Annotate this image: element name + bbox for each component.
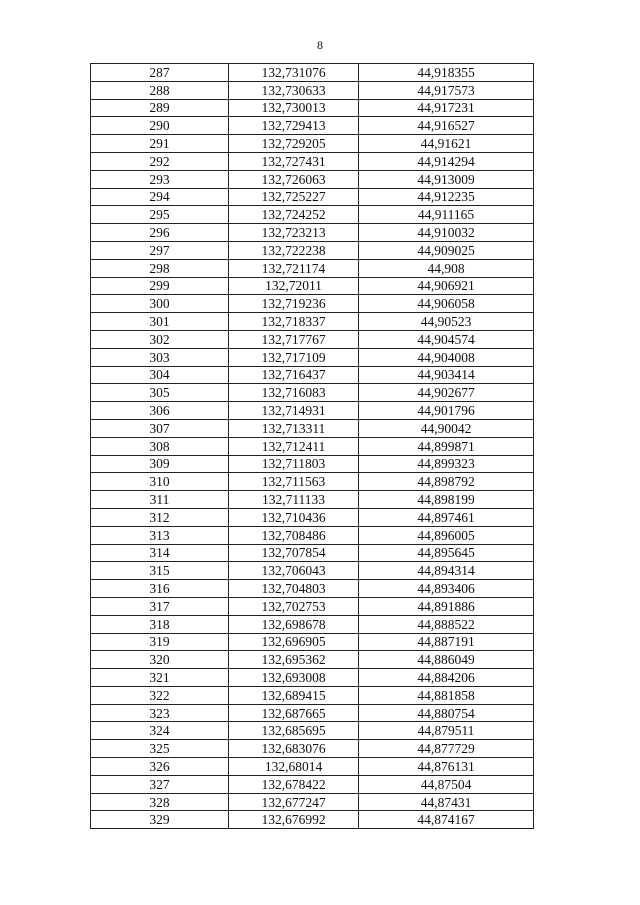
point-number-cell: 317 [91, 597, 229, 615]
point-number-cell: 289 [91, 99, 229, 117]
y-coordinate-cell: 44,90523 [359, 313, 534, 331]
point-number-cell: 308 [91, 437, 229, 455]
x-coordinate-cell: 132,716437 [229, 366, 359, 384]
x-coordinate-cell: 132,729413 [229, 117, 359, 135]
point-number-cell: 316 [91, 580, 229, 598]
x-coordinate-cell: 132,711563 [229, 473, 359, 491]
x-coordinate-cell: 132,704803 [229, 580, 359, 598]
table-row [91, 170, 534, 188]
x-coordinate-cell: 132,68014 [229, 758, 359, 776]
y-coordinate-cell: 44,888522 [359, 615, 534, 633]
point-number-cell: 310 [91, 473, 229, 491]
point-number-cell: 306 [91, 402, 229, 420]
x-coordinate-cell: 132,712411 [229, 437, 359, 455]
point-number-cell: 327 [91, 775, 229, 793]
x-coordinate-cell: 132,695362 [229, 651, 359, 669]
x-coordinate-cell: 132,721174 [229, 259, 359, 277]
y-coordinate-cell: 44,902677 [359, 384, 534, 402]
y-coordinate-cell: 44,893406 [359, 580, 534, 598]
x-coordinate-cell: 132,719236 [229, 295, 359, 313]
point-number-cell: 296 [91, 224, 229, 242]
y-coordinate-cell: 44,912235 [359, 188, 534, 206]
y-coordinate-cell: 44,903414 [359, 366, 534, 384]
y-coordinate-cell: 44,910032 [359, 224, 534, 242]
point-number-cell: 311 [91, 491, 229, 509]
x-coordinate-cell: 132,711803 [229, 455, 359, 473]
point-number-cell: 290 [91, 117, 229, 135]
y-coordinate-cell: 44,913009 [359, 170, 534, 188]
x-coordinate-cell: 132,726063 [229, 170, 359, 188]
x-coordinate-cell: 132,707854 [229, 544, 359, 562]
y-coordinate-cell: 44,880754 [359, 704, 534, 722]
y-coordinate-cell: 44,884206 [359, 669, 534, 687]
table-row [91, 152, 534, 170]
point-number-cell: 323 [91, 704, 229, 722]
y-coordinate-cell: 44,901796 [359, 402, 534, 420]
point-number-cell: 292 [91, 152, 229, 170]
point-number-cell: 314 [91, 544, 229, 562]
y-coordinate-cell: 44,916527 [359, 117, 534, 135]
table-row [91, 651, 534, 669]
point-number-cell: 326 [91, 758, 229, 776]
table-row [91, 793, 534, 811]
point-number-cell: 328 [91, 793, 229, 811]
table-row [91, 473, 534, 491]
y-coordinate-cell: 44,899871 [359, 437, 534, 455]
x-coordinate-cell: 132,693008 [229, 669, 359, 687]
x-coordinate-cell: 132,729205 [229, 135, 359, 153]
point-number-cell: 298 [91, 259, 229, 277]
x-coordinate-cell: 132,677247 [229, 793, 359, 811]
x-coordinate-cell: 132,678422 [229, 775, 359, 793]
table-row [91, 224, 534, 242]
table-row [91, 384, 534, 402]
table-row [91, 313, 534, 331]
table-row [91, 330, 534, 348]
table-row [91, 704, 534, 722]
y-coordinate-cell: 44,908 [359, 259, 534, 277]
table-row [91, 277, 534, 295]
point-number-cell: 305 [91, 384, 229, 402]
point-number-cell: 294 [91, 188, 229, 206]
x-coordinate-cell: 132,730633 [229, 81, 359, 99]
table-row [91, 81, 534, 99]
x-coordinate-cell: 132,696905 [229, 633, 359, 651]
y-coordinate-cell: 44,879511 [359, 722, 534, 740]
point-number-cell: 320 [91, 651, 229, 669]
point-number-cell: 293 [91, 170, 229, 188]
page-number: 8 [317, 38, 323, 52]
y-coordinate-cell: 44,899323 [359, 455, 534, 473]
y-coordinate-cell: 44,906921 [359, 277, 534, 295]
point-number-cell: 319 [91, 633, 229, 651]
table-row [91, 64, 534, 82]
point-number-cell: 300 [91, 295, 229, 313]
x-coordinate-cell: 132,698678 [229, 615, 359, 633]
y-coordinate-cell: 44,904574 [359, 330, 534, 348]
y-coordinate-cell: 44,909025 [359, 241, 534, 259]
x-coordinate-cell: 132,727431 [229, 152, 359, 170]
point-number-cell: 302 [91, 330, 229, 348]
point-number-cell: 287 [91, 64, 229, 82]
x-coordinate-cell: 132,717109 [229, 348, 359, 366]
table-row [91, 206, 534, 224]
y-coordinate-cell: 44,911165 [359, 206, 534, 224]
table-row [91, 722, 534, 740]
table-row [91, 740, 534, 758]
table-row [91, 117, 534, 135]
x-coordinate-cell: 132,723213 [229, 224, 359, 242]
y-coordinate-cell: 44,896005 [359, 526, 534, 544]
y-coordinate-cell: 44,918355 [359, 64, 534, 82]
point-number-cell: 322 [91, 686, 229, 704]
table-row [91, 597, 534, 615]
y-coordinate-cell: 44,906058 [359, 295, 534, 313]
table-row [91, 633, 534, 651]
point-number-cell: 304 [91, 366, 229, 384]
y-coordinate-cell: 44,895645 [359, 544, 534, 562]
x-coordinate-cell: 132,731076 [229, 64, 359, 82]
point-number-cell: 324 [91, 722, 229, 740]
y-coordinate-cell: 44,877729 [359, 740, 534, 758]
y-coordinate-cell: 44,914294 [359, 152, 534, 170]
x-coordinate-cell: 132,718337 [229, 313, 359, 331]
table-row [91, 366, 534, 384]
point-number-cell: 318 [91, 615, 229, 633]
table-row [91, 241, 534, 259]
y-coordinate-cell: 44,90042 [359, 419, 534, 437]
table-row [91, 437, 534, 455]
y-coordinate-cell: 44,898792 [359, 473, 534, 491]
x-coordinate-cell: 132,706043 [229, 562, 359, 580]
x-coordinate-cell: 132,689415 [229, 686, 359, 704]
x-coordinate-cell: 132,713311 [229, 419, 359, 437]
point-number-cell: 301 [91, 313, 229, 331]
x-coordinate-cell: 132,687665 [229, 704, 359, 722]
table-row [91, 669, 534, 687]
x-coordinate-cell: 132,676992 [229, 811, 359, 829]
table-row [91, 295, 534, 313]
y-coordinate-cell: 44,904008 [359, 348, 534, 366]
point-number-cell: 288 [91, 81, 229, 99]
x-coordinate-cell: 132,722238 [229, 241, 359, 259]
point-number-cell: 325 [91, 740, 229, 758]
point-number-cell: 297 [91, 241, 229, 259]
x-coordinate-cell: 132,702753 [229, 597, 359, 615]
y-coordinate-cell: 44,917573 [359, 81, 534, 99]
table-row [91, 686, 534, 704]
table-row [91, 419, 534, 437]
y-coordinate-cell: 44,917231 [359, 99, 534, 117]
table-row [91, 402, 534, 420]
table-row [91, 811, 534, 829]
table-row [91, 758, 534, 776]
y-coordinate-cell: 44,898199 [359, 491, 534, 509]
point-number-cell: 309 [91, 455, 229, 473]
y-coordinate-cell: 44,881858 [359, 686, 534, 704]
table-row [91, 580, 534, 598]
table-row [91, 544, 534, 562]
table-row [91, 508, 534, 526]
y-coordinate-cell: 44,874167 [359, 811, 534, 829]
y-coordinate-cell: 44,891886 [359, 597, 534, 615]
coordinates-table-body [91, 64, 534, 829]
x-coordinate-cell: 132,714931 [229, 402, 359, 420]
x-coordinate-cell: 132,730013 [229, 99, 359, 117]
table-row [91, 615, 534, 633]
table-row [91, 562, 534, 580]
x-coordinate-cell: 132,683076 [229, 740, 359, 758]
y-coordinate-cell: 44,887191 [359, 633, 534, 651]
x-coordinate-cell: 132,685695 [229, 722, 359, 740]
table-row [91, 188, 534, 206]
x-coordinate-cell: 132,711133 [229, 491, 359, 509]
point-number-cell: 299 [91, 277, 229, 295]
x-coordinate-cell: 132,717767 [229, 330, 359, 348]
table-row [91, 135, 534, 153]
y-coordinate-cell: 44,897461 [359, 508, 534, 526]
x-coordinate-cell: 132,708486 [229, 526, 359, 544]
x-coordinate-cell: 132,725227 [229, 188, 359, 206]
point-number-cell: 312 [91, 508, 229, 526]
point-number-cell: 313 [91, 526, 229, 544]
table-row [91, 526, 534, 544]
x-coordinate-cell: 132,724252 [229, 206, 359, 224]
point-number-cell: 295 [91, 206, 229, 224]
point-number-cell: 315 [91, 562, 229, 580]
table-row [91, 775, 534, 793]
point-number-cell: 329 [91, 811, 229, 829]
y-coordinate-cell: 44,886049 [359, 651, 534, 669]
table-row [91, 99, 534, 117]
y-coordinate-cell: 44,87504 [359, 775, 534, 793]
table-row [91, 455, 534, 473]
y-coordinate-cell: 44,894314 [359, 562, 534, 580]
point-number-cell: 307 [91, 419, 229, 437]
point-number-cell: 291 [91, 135, 229, 153]
y-coordinate-cell: 44,876131 [359, 758, 534, 776]
table-row [91, 259, 534, 277]
table-row [91, 348, 534, 366]
x-coordinate-cell: 132,710436 [229, 508, 359, 526]
y-coordinate-cell: 44,91621 [359, 135, 534, 153]
point-number-cell: 303 [91, 348, 229, 366]
point-number-cell: 321 [91, 669, 229, 687]
y-coordinate-cell: 44,87431 [359, 793, 534, 811]
coordinates-table [90, 63, 534, 829]
table-row [91, 491, 534, 509]
x-coordinate-cell: 132,72011 [229, 277, 359, 295]
x-coordinate-cell: 132,716083 [229, 384, 359, 402]
